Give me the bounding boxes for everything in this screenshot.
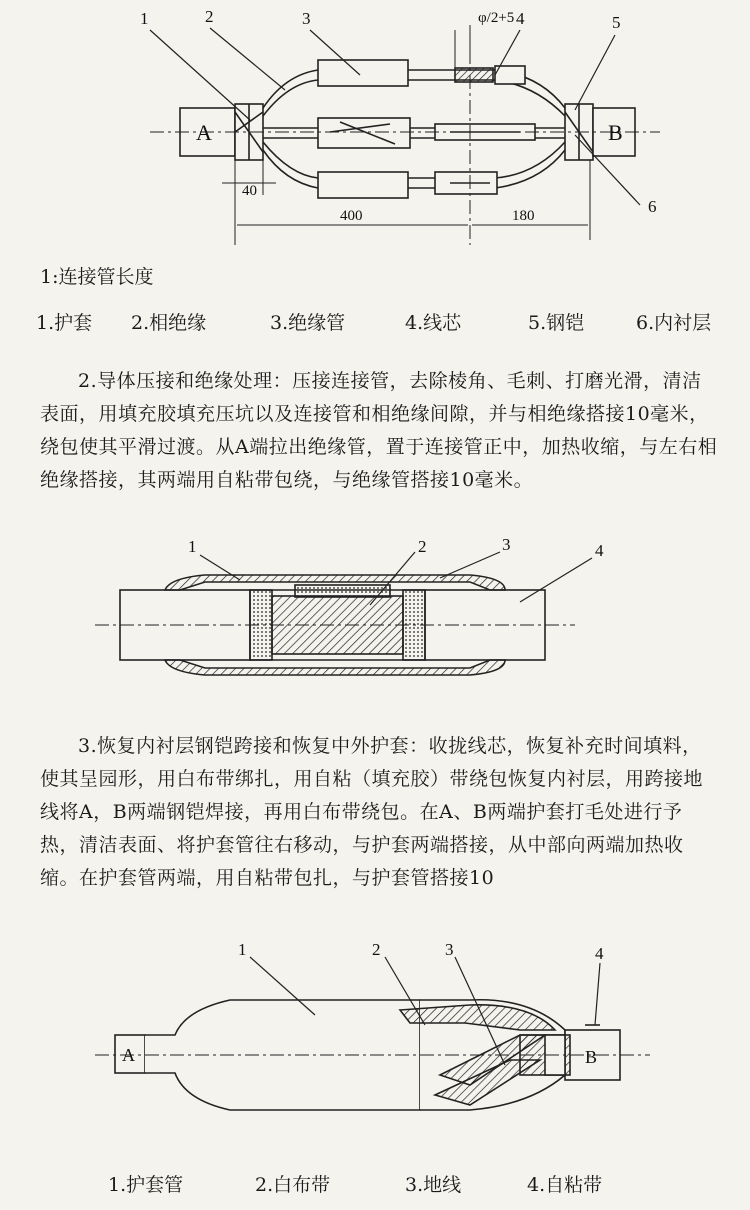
fig1-end-label-a: A	[196, 120, 212, 145]
fig2-callout-1: 1	[188, 537, 197, 556]
fig1-dim-40: 40	[242, 183, 257, 199]
fig1-dim-400: 400	[340, 208, 363, 224]
fig2-callout-2: 2	[418, 537, 427, 556]
legend1-item-2: 2.相绝缘	[131, 312, 207, 334]
fig1-callout-2: 2	[205, 7, 214, 26]
legend1-item-6: 6.内衬层	[636, 312, 712, 334]
fig1-end-label-b: B	[608, 120, 623, 145]
fig1-callout-4: 4	[516, 9, 525, 28]
fig1-dim-top: φ/2+5	[478, 10, 515, 26]
fig1-callout-5: 5	[612, 13, 621, 32]
fig1-callout-6: 6	[648, 197, 657, 216]
figure-2-insulation-sleeve	[0, 530, 750, 695]
section-1-title: 1:连接管长度	[40, 266, 154, 288]
legend1-item-5: 5.钢铠	[528, 312, 585, 334]
fig3-callout-2: 2	[372, 940, 381, 959]
fig1-callout-1: 1	[140, 9, 149, 28]
fig3-callout-1: 1	[238, 940, 247, 959]
fig3-callout-3: 3	[445, 940, 454, 959]
fig2-callout-3: 3	[502, 535, 511, 554]
fig2-callout-4: 4	[595, 541, 604, 560]
legend3-item-3: 3.地线	[405, 1174, 462, 1196]
fig3-callout-4: 4	[595, 944, 604, 963]
legend1-item-3: 3.绝缘管	[270, 312, 346, 334]
fig1-callout-3: 3	[302, 9, 311, 28]
legend3-item-2: 2.白布带	[255, 1174, 331, 1196]
legend3-item-1: 1.护套管	[108, 1174, 184, 1196]
legend1-item-4: 4.线芯	[405, 312, 462, 334]
fig3-end-label-a: A	[122, 1045, 135, 1065]
figure-1-cable-joint-layout	[0, 0, 750, 255]
paragraph-3-sheath-recovery: 3.恢复内衬层钢铠跨接和恢复中外护套：收拢线芯，恢复补充时间填料，使其呈园形，用白布带绑扎，用自粘（填充胶）带绕包恢复内衬层，用跨接地线将A，B两端钢铠焊接，再用白布带绕包。在A、B两端护套打毛处进行予热，清洁表面、将护套管往右移动，与护套两端搭接，从中部向两端加热收缩。在护套管两端，用自粘带包扎，与护套管搭接10	[40, 735, 704, 889]
legend1-item-1: 1.护套	[36, 312, 93, 334]
paragraph-2-conductor-insulation: 2.导体压接和绝缘处理：压接连接管，去除棱角、毛刺、打磨光滑，清洁表面，用填充胶填充压坑以及连接管和相绝缘间隙，并与相绝缘搭接10毫米，绕包使其平滑过渡。从A端拉出绝缘管，置于连接管正中，加热收缩，与左右相绝缘搭接，其两端用自粘带包绕，与绝缘管搭接10毫米。	[40, 370, 718, 491]
fig1-dim-180: 180	[512, 208, 535, 224]
fig3-end-label-b: B	[585, 1047, 598, 1067]
legend3-item-4: 4.自粘带	[527, 1174, 603, 1196]
figure-3-outer-sheath	[0, 935, 750, 1120]
